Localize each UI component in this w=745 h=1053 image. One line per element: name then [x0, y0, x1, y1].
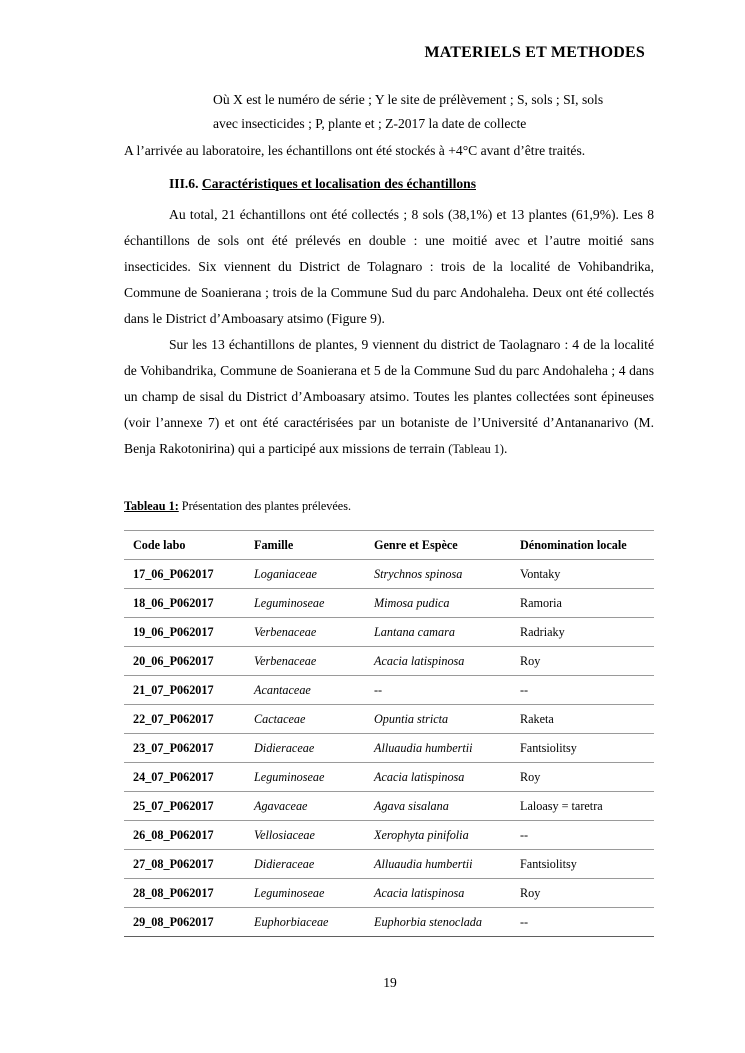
cell-famille: Loganiaceae — [245, 560, 365, 589]
cell-espece: -- — [365, 676, 511, 705]
table-row — [124, 676, 654, 705]
cell-code: 19_06_P062017 — [124, 618, 245, 647]
cell-denomination: Roy — [511, 879, 654, 908]
cell-code: 29_08_P062017 — [124, 908, 245, 937]
cell-espece: Acacia latispinosa — [365, 879, 511, 908]
cell-code: 26_08_P062017 — [124, 821, 245, 850]
table-row — [124, 705, 654, 734]
cell-code: 18_06_P062017 — [124, 589, 245, 618]
cell-code: 17_06_P062017 — [124, 560, 245, 589]
cell-denomination: -- — [511, 821, 654, 850]
cell-denomination: Roy — [511, 647, 654, 676]
table-row — [124, 821, 654, 850]
cell-denomination: Vontaky — [511, 560, 654, 589]
section-number: III.6. — [169, 176, 199, 191]
cell-code: 27_08_P062017 — [124, 850, 245, 879]
section-title-text: Caractéristiques et localisation des échantillons — [201, 176, 476, 191]
cell-denomination: -- — [511, 908, 654, 937]
cell-code: 25_07_P062017 — [124, 792, 245, 821]
plants-paragraph-end: . — [503, 441, 508, 456]
cell-denomination: Radriaky — [511, 618, 654, 647]
cell-espece: Xerophyta pinifolia — [365, 821, 511, 850]
cell-denomination: -- — [511, 676, 654, 705]
table-row — [124, 850, 654, 879]
cell-famille: Vellosiaceae — [245, 821, 365, 850]
cell-espece: Euphorbia stenoclada — [365, 908, 511, 937]
cell-denomination: Laloasy = taretra — [511, 792, 654, 821]
cell-denomination: Ramoria — [511, 589, 654, 618]
cell-code: 21_07_P062017 — [124, 676, 245, 705]
cell-espece: Strychnos spinosa — [365, 560, 511, 589]
table-row — [124, 908, 654, 937]
table-row — [124, 589, 654, 618]
plants-table — [124, 530, 654, 937]
cell-espece: Mimosa pudica — [365, 589, 511, 618]
cell-code: 28_08_P062017 — [124, 879, 245, 908]
table-row — [124, 618, 654, 647]
section-heading — [169, 176, 476, 192]
table-row — [124, 734, 654, 763]
header-famille: Famille — [245, 531, 365, 560]
table-row — [124, 560, 654, 589]
cell-famille: Leguminoseae — [245, 763, 365, 792]
cell-famille: Verbenaceae — [245, 647, 365, 676]
cell-espece: Acacia latispinosa — [365, 763, 511, 792]
table-caption-text: Présentation des plantes prélevées. — [178, 499, 352, 513]
cell-famille: Didieraceae — [245, 734, 365, 763]
code-legend-line-2: avec insecticides ; P, plante et ; Z-2017 la date de collecte — [213, 116, 527, 131]
table-row — [124, 763, 654, 792]
cell-denomination: Roy — [511, 763, 654, 792]
cell-espece: Agava sisalana — [365, 792, 511, 821]
cell-denomination: Fantsiolitsy — [511, 850, 654, 879]
cell-code: 20_06_P062017 — [124, 647, 245, 676]
cell-famille: Leguminoseae — [245, 589, 365, 618]
cell-famille: Verbenaceae — [245, 618, 365, 647]
header-denomination-locale: Dénomination locale — [511, 531, 654, 560]
table-row — [124, 879, 654, 908]
cell-code: 24_07_P062017 — [124, 763, 245, 792]
cell-famille: Didieraceae — [245, 850, 365, 879]
header-genre-espece: Genre et Espèce — [365, 531, 511, 560]
table-header-row — [124, 531, 654, 560]
cell-denomination: Raketa — [511, 705, 654, 734]
chapter-header: MATERIELS ET METHODES — [424, 44, 645, 61]
header-code-labo: Code labo — [124, 531, 245, 560]
table-reference: (Tableau 1) — [448, 442, 504, 456]
plants-paragraph — [124, 332, 654, 462]
cell-espece: Acacia latispinosa — [365, 647, 511, 676]
page-number: 19 — [383, 975, 397, 990]
storage-paragraph: A l’arrivée au laboratoire, les échantillons ont été stockés à +4°C avant d’être traités. — [124, 143, 586, 158]
code-legend-note — [213, 88, 653, 136]
table-caption — [124, 499, 351, 514]
cell-code: 22_07_P062017 — [124, 705, 245, 734]
table-row — [124, 647, 654, 676]
plants-paragraph-text: Sur les 13 échantillons de plantes, 9 viennent du district de Taolagnaro : 4 de la localité de Vohibandrika, Commune de Soanierana et 5 de la Commune Sud du parc Andohaleha ; 4 dans un champ de sisal du District d’Amboasary atsimo. Toutes les plantes collectées sont épineuses (voir l’annexe 7) et ont été caractérisées par un botaniste de l’Université d’Antananarivo (M. Benja Rakotonirina) qui a participé aux missions de terrain — [124, 337, 654, 456]
cell-denomination: Fantsiolitsy — [511, 734, 654, 763]
cell-famille: Leguminoseae — [245, 879, 365, 908]
cell-famille: Euphorbiaceae — [245, 908, 365, 937]
code-legend-line-1: Où X est le numéro de série ; Y le site de prélèvement ; S, sols ; SI, sols — [213, 92, 604, 107]
samples-paragraph: Au total, 21 échantillons ont été collectés ; 8 sols (38,1%) et 13 plantes (61,9%). Les 8 échantillons de sols ont été prélevés en double : une moitié avec et l’autre moitié sans insecticides. Six viennent du District de Tolagnaro : trois de la localité de Vohibandrika, Commune de Soanierana ; trois de la Commune Sud du parc Andohaleha. Deux ont été collectés dans le District d’Amboasary atsimo (Figure 9). — [124, 207, 654, 326]
cell-famille: Cactaceae — [245, 705, 365, 734]
table-row — [124, 792, 654, 821]
cell-espece: Lantana camara — [365, 618, 511, 647]
cell-famille: Acantaceae — [245, 676, 365, 705]
cell-code: 23_07_P062017 — [124, 734, 245, 763]
cell-espece: Alluaudia humbertii — [365, 734, 511, 763]
table-caption-label: Tableau 1: — [124, 499, 179, 513]
cell-espece: Alluaudia humbertii — [365, 850, 511, 879]
cell-espece: Opuntia stricta — [365, 705, 511, 734]
cell-famille: Agavaceae — [245, 792, 365, 821]
